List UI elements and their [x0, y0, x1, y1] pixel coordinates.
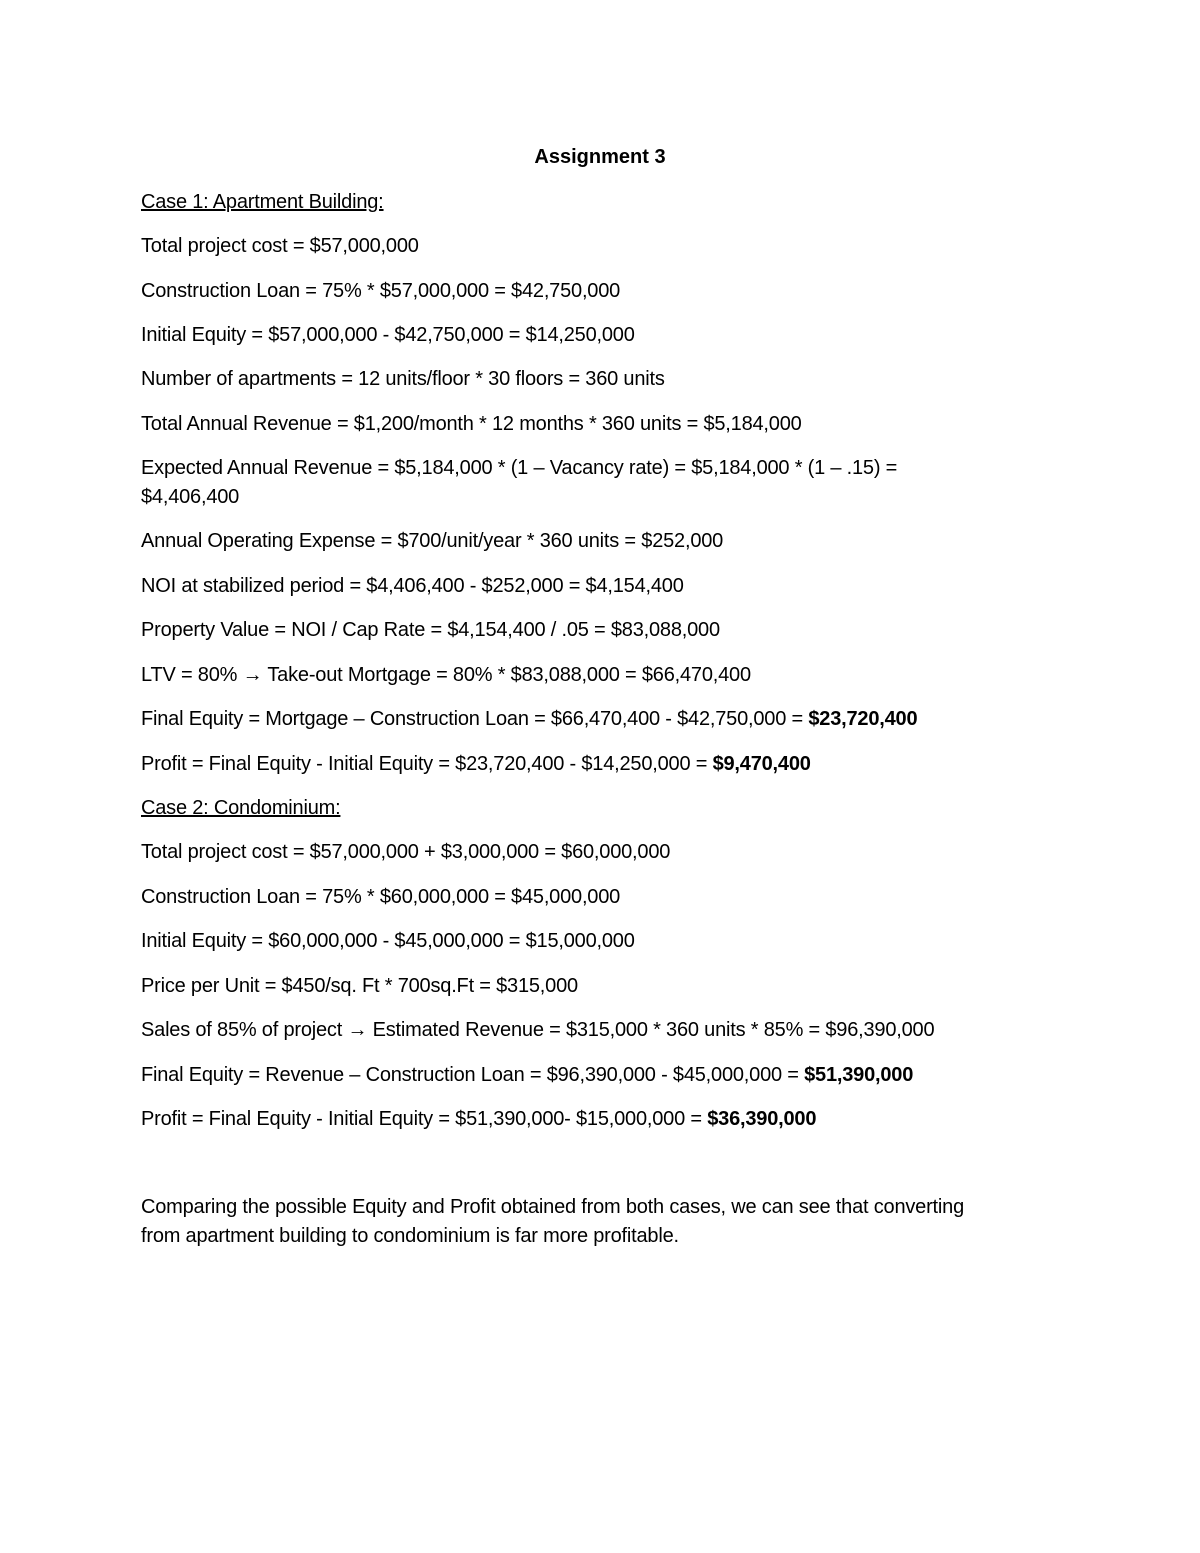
- final-equity-value: $23,720,400: [808, 708, 918, 730]
- case1-initial-equity: Initial Equity = $57,000,000 - $42,750,000 = $14,250,000: [141, 324, 635, 346]
- conclusion-line1: Comparing the possible Equity and Profit obtained from both cases, we can see that converting: [141, 1196, 964, 1218]
- profit-formula: Profit = Final Equity - Initial Equity = $51,390,000- $15,000,000 =: [141, 1108, 708, 1130]
- case1-property-value: Property Value = NOI / Cap Rate = $4,154,400 / .05 = $83,088,000: [141, 619, 720, 641]
- sales-label: Sales of 85% of project: [141, 1019, 348, 1041]
- conclusion-line2: from apartment building to condominium is far more profitable.: [141, 1225, 679, 1247]
- document-title: Assignment 3: [534, 146, 666, 168]
- case2-profit: [141, 1105, 816, 1134]
- profit-value: $9,470,400: [712, 753, 811, 775]
- final-equity-formula: Final Equity = Revenue – Construction Loan = $96,390,000 - $45,000,000 =: [141, 1064, 805, 1086]
- case1-profit: [141, 750, 811, 779]
- profit-value: $36,390,000: [707, 1108, 817, 1130]
- mortgage-text: Take-out Mortgage = 80% * $83,088,000 = $66,470,400: [262, 664, 751, 686]
- ltv-label: LTV = 80%: [141, 664, 243, 686]
- final-equity-formula: Final Equity = Mortgage – Construction Loan = $66,470,400 - $42,750,000 =: [141, 708, 809, 730]
- case1-heading: Case 1: Apartment Building:: [141, 191, 384, 213]
- case2-heading: Case 2: Condominium:: [141, 797, 341, 819]
- estimated-revenue-text: Estimated Revenue = $315,000 * 360 units * 85% = $96,390,000: [367, 1019, 935, 1041]
- case1-number-of-apartments: Number of apartments = 12 units/floor * 30 floors = 360 units: [141, 368, 665, 390]
- case1-construction-loan: Construction Loan = 75% * $57,000,000 = $42,750,000: [141, 280, 621, 302]
- case1-total-cost: Total project cost = $57,000,000: [141, 235, 419, 257]
- case2-final-equity: [141, 1061, 913, 1090]
- case1-ltv-mortgage: [141, 661, 751, 690]
- case2-initial-equity: Initial Equity = $60,000,000 - $45,000,000 = $15,000,000: [141, 930, 635, 952]
- case2-total-cost: Total project cost = $57,000,000 + $3,000,000 = $60,000,000: [141, 841, 671, 863]
- case1-total-annual-revenue: Total Annual Revenue = $1,200/month * 12 months * 360 units = $5,184,000: [141, 413, 802, 435]
- case1-operating-expense: Annual Operating Expense = $700/unit/year * 360 units = $252,000: [141, 530, 724, 552]
- case1-noi: NOI at stabilized period = $4,406,400 - $252,000 = $4,154,400: [141, 575, 684, 597]
- case1-expected-revenue-line2: $4,406,400: [141, 486, 240, 508]
- case2-sales-revenue: [141, 1016, 934, 1045]
- case2-construction-loan: Construction Loan = 75% * $60,000,000 = $45,000,000: [141, 886, 621, 908]
- case2-price-per-unit: Price per Unit = $450/sq. Ft * 700sq.Ft = $315,000: [141, 975, 578, 997]
- final-equity-value: $51,390,000: [804, 1064, 914, 1086]
- case1-expected-revenue-line1: Expected Annual Revenue = $5,184,000 * (1 – Vacancy rate) = $5,184,000 * (1 – .15) =: [141, 457, 898, 479]
- arrow-right-icon: →: [347, 1019, 368, 1041]
- arrow-right-icon: →: [242, 664, 263, 686]
- profit-formula: Profit = Final Equity - Initial Equity = $23,720,400 - $14,250,000 =: [141, 753, 713, 775]
- case1-final-equity: [141, 705, 917, 734]
